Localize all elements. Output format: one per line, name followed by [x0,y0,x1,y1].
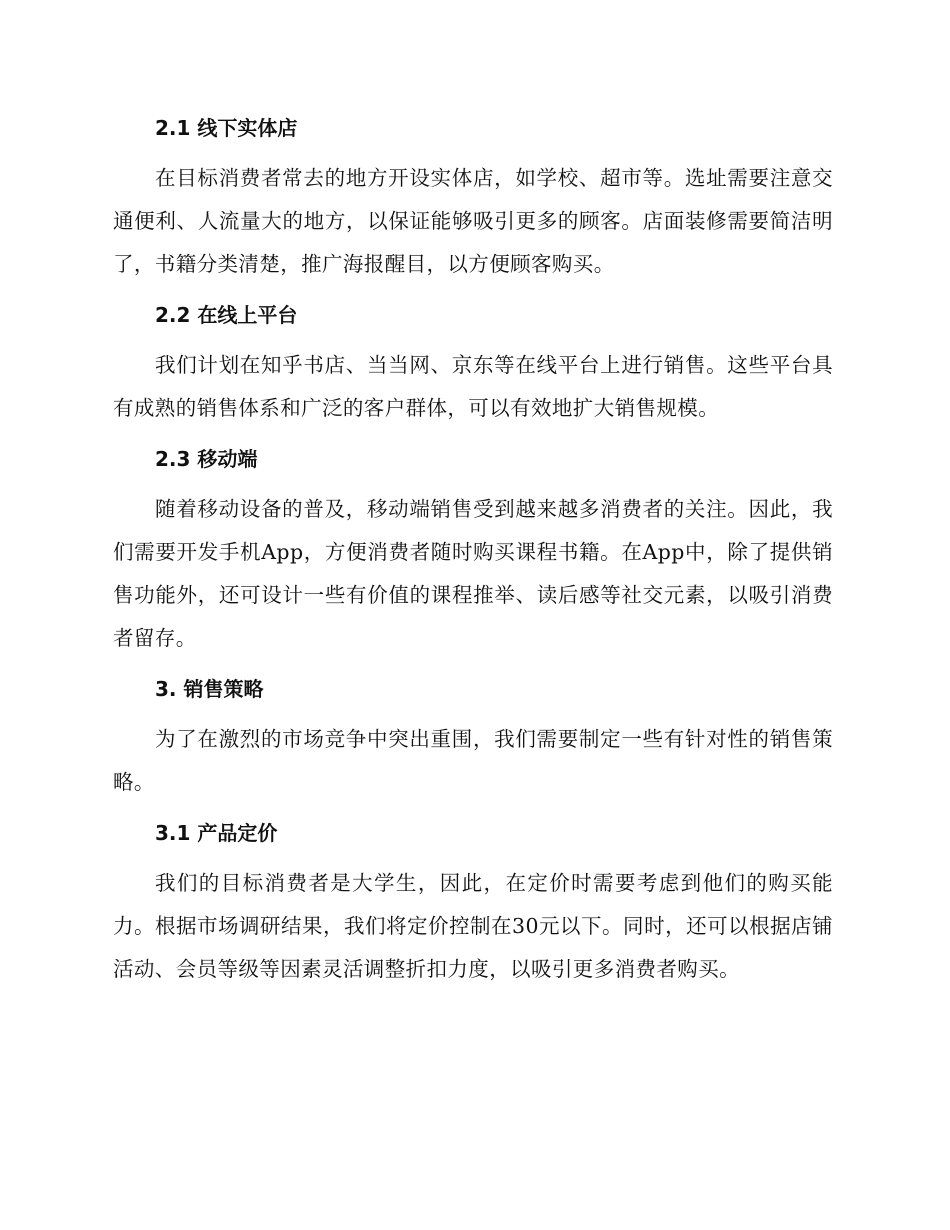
section-paragraph-3-1: 我们的目标消费者是大学生，因此，在定价时需要考虑到他们的购买能力。根据市场调研结果，我们将定价控制在30元以下。同时，还可以根据店铺活动、会员等级等因素灵活调整折扣力度，以吸引更多消费者购买。 [113,871,833,981]
section-paragraph-2-1: 在目标消费者常去的地方开设实体店，如学校、超市等。选址需要注意交通便利、人流量大的地方，以保证能够吸引更多的顾客。店面装修需要简洁明了，书籍分类清楚，推广海报醒目，以方便顾客购买。 [113,166,833,276]
section-paragraph-3: 为了在激烈的市场竞争中突出重围，我们需要制定一些有针对性的销售策略。 [113,727,833,794]
section-heading-3-1: 3.1 产品定价 [155,821,278,845]
document-body [113,108,833,991]
section-heading-2-1: 2.1 线下实体店 [155,116,298,140]
section-heading-2-3: 2.3 移动端 [155,447,258,471]
section-paragraph-2-3: 随着移动设备的普及，移动端销售受到越来越多消费者的关注。因此，我们需要开发手机App，方便消费者随时购买课程书籍。在App中，除了提供销售功能外，还可设计一些有价值的课程推举、读后感等社交元素，以吸引消费者留存。 [113,497,833,650]
section-heading-2-2: 2.2 在线上平台 [155,303,298,327]
section-paragraph-2-2: 我们计划在知乎书店、当当网、京东等在线平台上进行销售。这些平台具有成熟的销售体系和广泛的客户群体，可以有效地扩大销售规模。 [113,353,833,420]
section-heading-3: 3. 销售策略 [155,677,264,701]
